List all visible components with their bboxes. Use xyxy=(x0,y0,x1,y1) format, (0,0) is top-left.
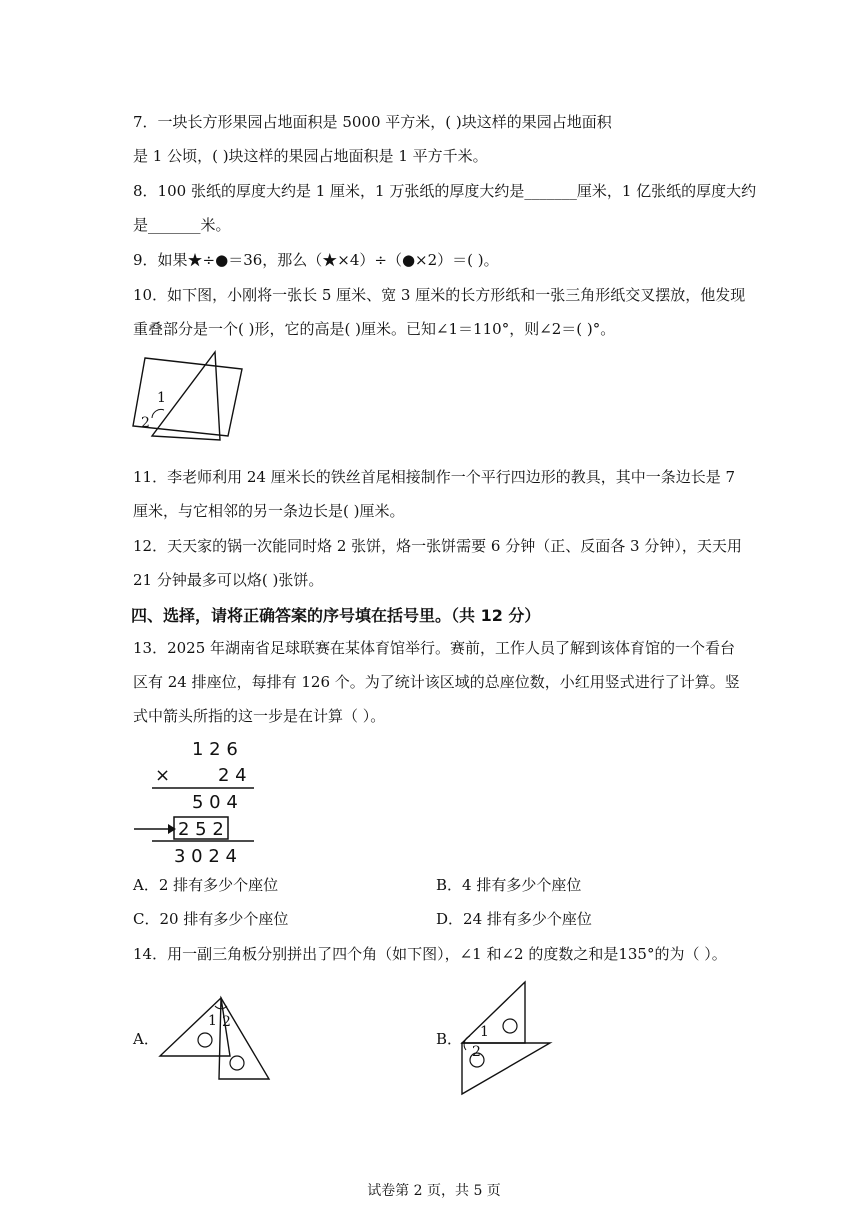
ruler-hole xyxy=(230,1056,244,1070)
partial-product-2: 2 5 2 xyxy=(178,819,224,840)
multiplicand: 1 2 6 xyxy=(192,739,238,760)
ruler-hole xyxy=(503,1019,517,1033)
q14-option-a-label: A． xyxy=(133,1030,159,1048)
question-9: 9．如果★÷●＝36，那么（★×4）÷（●×2）＝( )。 xyxy=(133,251,499,269)
question-12-line-2: 21 分钟最多可以烙( )张饼。 xyxy=(133,571,324,589)
vertical-multiplication xyxy=(130,735,260,870)
multiplier: 2 4 xyxy=(218,765,247,786)
angle-1-label: 1 xyxy=(208,1013,217,1029)
question-10-line-2: 重叠部分是一个( )形，它的高是( )厘米。已知∠1＝110°，则∠2＝( )°。 xyxy=(133,320,616,338)
question-8-line-1: 8．100 张纸的厚度大约是 1 厘米，1 万张纸的厚度大约是_______厘米，1 亿张纸的厚度大约 xyxy=(133,182,757,200)
question-13-line-3: 式中箭头所指的这一步是在计算（ ）。 xyxy=(133,707,386,725)
q14-option-b-label: B． xyxy=(436,1030,463,1048)
angle-2-label: 2 xyxy=(141,415,150,431)
question-11-line-1: 11．李老师利用 24 厘米长的铁丝首尾相接制作一个平行四边形的教具，其中一条边长是 7 xyxy=(133,468,736,486)
triangle-ruler-right xyxy=(219,998,269,1079)
page-footer: 试卷第 2 页，共 5 页 xyxy=(367,1183,501,1199)
section-title: 四、选择，请将正确答案的序号填在括号里。（共 12 分） xyxy=(131,606,541,625)
question-10-line-1: 10．如下图，小刚将一张长 5 厘米、宽 3 厘米的长方形纸和一张三角形纸交叉摆放，他发现 xyxy=(133,286,746,304)
final-product: 3 0 2 4 xyxy=(174,846,237,867)
angle-2-label: 2 xyxy=(222,1014,231,1030)
arrow-head xyxy=(168,824,176,834)
question-11-line-2: 厘米，与它相邻的另一条边长是( )厘米。 xyxy=(133,502,405,520)
q14-figure-a xyxy=(155,993,275,1083)
q10-figure xyxy=(130,348,250,443)
ruler-hole xyxy=(198,1033,212,1047)
question-13-line-1: 13．2025 年湖南省足球联赛在某体育馆举行。赛前，工作人员了解到该体育馆的一个看台 xyxy=(133,639,736,657)
question-8-line-2: 是_______米。 xyxy=(133,216,231,234)
question-7-line-1: 7．一块长方形果园占地面积是 5000 平方米，( )块这样的果园占地面积 xyxy=(133,113,612,131)
question-14: 14．用一副三角板分别拼出了四个角（如下图），∠1 和∠2 的度数之和是135°的为（ ）。 xyxy=(133,945,727,963)
angle-2-label: 2 xyxy=(472,1044,481,1060)
angle-1-label: 1 xyxy=(480,1024,489,1040)
angle-arc xyxy=(152,409,164,418)
partial-product-1: 5 0 4 xyxy=(192,792,238,813)
option-b: B．4 排有多少个座位 xyxy=(436,876,582,894)
triangle-ruler-upper xyxy=(462,982,525,1043)
question-7-line-2: 是 1 公顷，( )块这样的果园占地面积是 1 平方千米。 xyxy=(133,147,488,165)
option-c: C．20 排有多少个座位 xyxy=(133,910,289,928)
option-d: D．24 排有多少个座位 xyxy=(436,910,592,928)
question-13-line-2: 区有 24 排座位，每排有 126 个。为了统计该区域的总座位数，小红用竖式进行了计算。竖 xyxy=(133,673,740,691)
question-12-line-1: 12．天天家的锅一次能同时烙 2 张饼，烙一张饼需要 6 分钟（正、反面各 3 分钟），天天用 xyxy=(133,537,742,555)
angle-1-label: 1 xyxy=(157,390,166,406)
option-a: A．2 排有多少个座位 xyxy=(133,876,279,894)
q14-figure-b xyxy=(458,978,558,1098)
multiply-sign: × xyxy=(155,765,171,786)
